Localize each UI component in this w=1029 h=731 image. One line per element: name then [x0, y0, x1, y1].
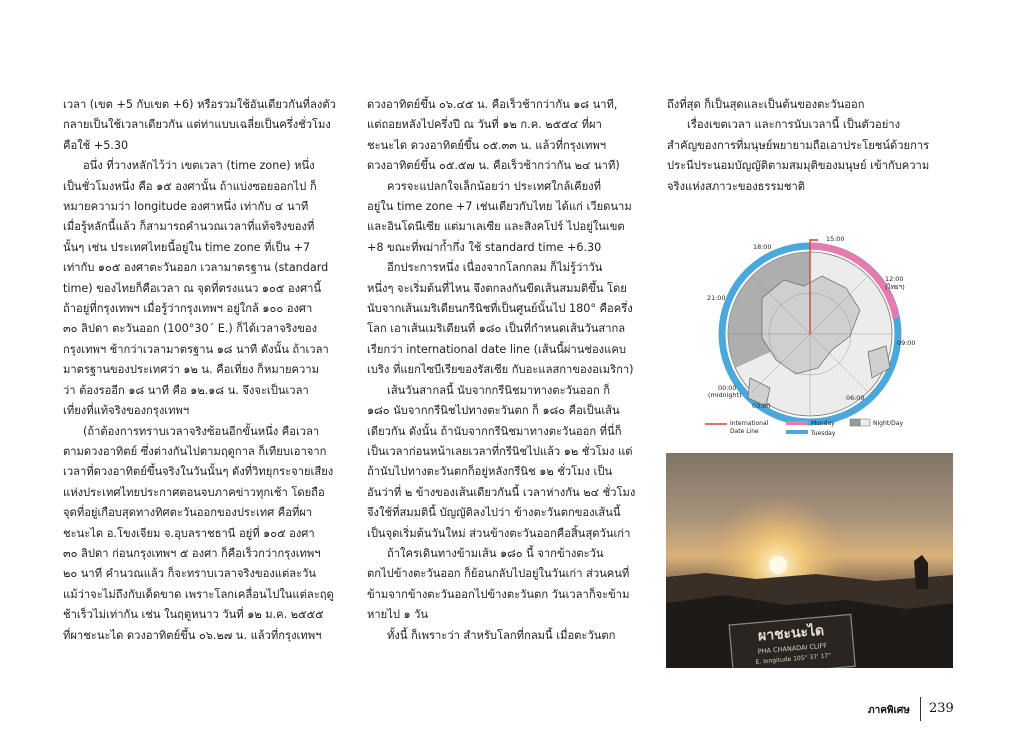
- text-column-2: [367, 95, 654, 646]
- text-line: เวลา (เขต +5 กับเขต +6) หรือรวมใช้อันเดียวกันที่ลงตัว: [63, 98, 336, 111]
- time-label: (ไทยฯ): [885, 283, 905, 291]
- text-line: ข้ามจากข้างตะวันออกไปข้างตะวันตก วันเวลาก็จะข้าม: [367, 587, 630, 601]
- paragraph: [63, 422, 348, 646]
- text-line: เส้นวันสากลนี้ นับจากกรีนิชมาทางตะวันออก ก็: [387, 383, 611, 397]
- paragraph: [667, 95, 954, 115]
- text-line: อยู่ใน time zone +7 เช่นเดียวกับไทย ได้แก่ เวียดนาม: [367, 200, 632, 214]
- text-line: ถึงที่สุด ก็เป็นสุดและเป็นต้นของตะวันออก: [667, 98, 865, 111]
- text-line: คือใช้ +5.30: [63, 138, 129, 152]
- footer-divider: [920, 697, 921, 721]
- time-label: 15:00: [826, 235, 845, 243]
- text-line: แต่ถอยหลังไปครึ่งปี ณ วันที่ ๑๒ ก.ค. ๒๕๕๔ ที่ผา: [367, 118, 602, 132]
- paragraph: [367, 258, 654, 380]
- legend-swatch-night: [850, 419, 860, 426]
- sun-icon: [769, 556, 787, 574]
- text-line: เป็นชั่วโมงหนึ่ง คือ ๑๕ องศานั้น ถ้าแบ่งซอยออกไป ก็: [63, 179, 317, 193]
- polar-map-graphic: [722, 240, 898, 422]
- text-line: แม้ว่าจะไม่ถึงกับเด็ดขาด เพราะโลกเคลื่อนไปในแต่ละฤดู: [63, 587, 334, 601]
- text-line: ตกไปข้างตะวันออก ก็ย้อนกลับไปอยู่ในวันเก่า ส่วนคนที่: [367, 567, 630, 581]
- legend-swatch-monday: [786, 421, 808, 425]
- text-line: อีกประการหนึ่ง เนื่องจากโลกกลม ก็ไม่รู้ว่าวัน: [387, 261, 603, 275]
- sunrise-photo: [666, 453, 953, 668]
- text-line: ที่ผาชะนะได ดวงอาทิตย์ขึ้น ๐๖.๒๗ น. แล้วที่กรุงเทพฯ: [63, 628, 322, 642]
- map-legend: [705, 419, 903, 437]
- legend-date-line-label: Date Line: [730, 428, 759, 435]
- text-line: สำคัญของการที่มนุษย์พยายามถือเอาประโยชน์ด้วยการ: [667, 138, 930, 152]
- text-line: (ถ้าต้องการทราบเวลาจริงซ้อนอีกขั้นหนึ่ง คือเวลา: [83, 424, 320, 438]
- text-line: นับจากเส้นเมริเดียนกรีนิชที่เป็นศูนย์นั้นไป 180° คือครึ่ง: [367, 302, 633, 316]
- text-line: +8 ขณะที่พม่าก้ำกึ่ง ใช้ standard time +6.30: [367, 240, 602, 254]
- text-line: ชะนะได ดวงอาทิตย์ขึ้น ๐๕.๓๓ น. แล้วที่กรุงเทพฯ: [367, 138, 607, 152]
- text-line: ว่า ต้องรออีก ๑๘ นาที คือ ๑๒.๑๘ น. จึงจะเป็นเวลา: [63, 383, 309, 397]
- legend-swatch-tuesday: [786, 430, 808, 434]
- text-line: กลายเป็นใช้เวลาเดียวกัน แต่ท่าแบบเฉลี่ยเป็นครึ่งชั่วโมง: [63, 118, 331, 132]
- text-line: ถ้านับไปทางตะวันตกก็อยู่หลังกรีนิช ๑๒ ชั่วโมง เป็น: [367, 465, 613, 479]
- footer-section-label: ภาคพิเศษ: [868, 705, 910, 716]
- text-line: โลก เอาเส้นเมริเดียนที่ ๑๘๐ เป็นที่กำหนดเส้นวันสากล: [367, 322, 626, 336]
- sign-line: PHA CHANADAI CLIFF: [757, 641, 828, 656]
- time-label: (midnight): [708, 391, 742, 399]
- text-line: ควรจะแปลกใจเล็กน้อยว่า ประเทศใกล้เคียงที่: [387, 179, 602, 193]
- text-line: ช้าเร็วไม่เท่ากัน เช่น ในฤดูหนาว วันที่ ๑๒ ม.ค. ๒๕๕๕: [63, 608, 324, 622]
- text-line: ๓๐ ลิปดา ก่อนกรุงเทพฯ ๕ องศา ก็คือเร็วกว่ากรุงเทพฯ: [63, 546, 321, 560]
- text-line: ทั้งนี้ ก็เพราะว่า สำหรับโลกที่กลมนี้ เมื่อตะวันตก: [387, 628, 616, 642]
- person-silhouette: [914, 555, 928, 589]
- sign-title: ผาชะนะได: [757, 622, 825, 645]
- text-line: จุดที่อยู่เกือบสุดทางทิศตะวันออกของประเทศ คือที่ผา: [63, 506, 313, 520]
- paragraph: [63, 95, 348, 156]
- text-line: แห่งประเทศไทยประกาศตอนจบภาคข่าวทุกเช้า โดยถือ: [63, 485, 325, 499]
- text-line: และอินโดนีเซีย แต่มาเลเซีย และสิงคโปร์ ไปอยู่ในเขต: [367, 220, 625, 234]
- legend-date-line-label: International: [730, 420, 769, 427]
- text-line: หมายความว่า longitude องศาหนึ่ง เท่ากับ ๔ นาที: [63, 200, 309, 214]
- world-time-zone-polar-map: [700, 228, 935, 446]
- text-line: นั้นๆ เช่น ประเทศไทยนี้อยู่ใน time zone ที่เป็น +7: [63, 240, 311, 254]
- text-line: ชะนะได อ.โขงเจียม จ.อุบลราชธานี อยู่ที่ ๑๐๕ องศา: [63, 526, 315, 540]
- text-line: จริงแห่งสภาวะของธรรมชาติ: [667, 179, 806, 193]
- paragraph: [667, 115, 954, 197]
- time-label: 03:00: [752, 402, 771, 410]
- legend-monday-label: Monday: [811, 420, 835, 427]
- time-label: 12:00: [885, 275, 904, 283]
- text-column-1: [63, 95, 348, 646]
- text-line: เมื่อรู้หลักนี้แล้ว ก็สามารถคำนวณเวลาที่แท้จริงของที่: [63, 220, 315, 234]
- text-line: เที่ยงที่แท้จริงของกรุงเทพฯ: [63, 404, 190, 418]
- text-line: กรุงเทพฯ ช้ากว่าเวลามาตรฐาน ๑๘ นาที ดังนั้น ถ้าเวลา: [63, 342, 329, 356]
- text-line: จึงใช้ที่สมมตินี้ บัญญัติลงไปว่า ข้างตะวันตกของเส้นนี้: [367, 506, 621, 520]
- text-line: ๒๐ นาที คำนวณแล้ว ก็จะทราบเวลาจริงของแต่ละวัน: [63, 567, 317, 581]
- sign-line: E. longitude 105° 37' 17": [755, 652, 832, 666]
- text-line: ถ้าอยู่ที่กรุงเทพฯ เมื่อรู้ว่ากรุงเทพฯ อยู่ใกล้ ๑๐๐ องศา: [63, 302, 313, 316]
- text-line: เป็นเวลาก่อนหน้าเลยเวลาที่กรีนิชไปแล้ว ๑๒ ชั่วโมง แต่: [367, 444, 633, 458]
- text-line: ถ้าใครเดินทางข้ามเส้น ๑๘๐ นี้ จากข้างตะวัน: [387, 546, 604, 560]
- text-line: อนึ่ง ที่วางหลักไว้ว่า เขตเวลา (time zone) หนึ่ง: [83, 159, 315, 173]
- text-line: เรียกว่า international date line (เส้นนี้ผ่านช่องแคบ: [367, 342, 626, 356]
- text-line: เป็นจุดเริ่มต้นวันใหม่ ส่วนข้างตะวันออกคือสิ้นสุดวันเก่า: [367, 526, 631, 540]
- text-line: อันว่าที่ ๒ ข้างของเส้นเดียวกันนี้ เวลาห่างกัน ๒๔ ชั่วโมง: [367, 485, 636, 499]
- text-line: ประนีประนอมบัญญัติตามสมมุติของมนุษย์ เข้ากับความ: [667, 159, 930, 173]
- time-label: 21:00: [707, 294, 726, 302]
- page-number: 239: [929, 701, 954, 716]
- paragraph: [367, 177, 654, 259]
- text-line: หนึ่งๆ จะเริ่มต้นที่ไหน จึงตกลงกันขีดเส้นสมมติขึ้น โดย: [367, 281, 627, 295]
- legend-nightday-label: Night/Day: [873, 420, 903, 427]
- text-line: เดียวกัน ดังนั้น ถ้านับจากกรีนิชมาทางตะวันออก ที่นี่ก็: [367, 424, 622, 438]
- paragraph: [63, 156, 348, 421]
- sunrise-scene: [666, 453, 953, 668]
- text-line: เบริง ที่แยกไซบีเรียของรัสเซีย กับอะแลสกาของอเมริกา): [367, 363, 634, 377]
- text-line: ดวงอาทิตย์ขึ้น ๐๖.๔๕ น. คือเร็วช้ากว่ากัน ๑๘ นาที,: [367, 98, 618, 111]
- text-line: ๑๘๐ นับจากกรีนิชไปทางตะวันตก ก็ ๑๘๐ คือเป็นเส้น: [367, 404, 620, 418]
- time-label: 00:00: [718, 384, 737, 392]
- text-line: ๓๐ ลิปดา ตะวันออก (100°30´ E.) ก็ได้เวลาจริงของ: [63, 322, 318, 336]
- legend-tuesday-label: Tuesday: [811, 430, 836, 437]
- legend-swatch-day: [860, 419, 870, 426]
- time-label: 18:00: [753, 243, 772, 251]
- text-line: ตามดวงอาทิตย์ ซึ่งต่างกันไปตามฤดูกาล ก็เทียบเอาจาก: [63, 444, 327, 458]
- paragraph: [367, 544, 654, 626]
- text-line: หายไป ๑ วัน: [367, 608, 429, 622]
- time-label: 06:00: [846, 394, 865, 402]
- paragraph: [367, 95, 654, 177]
- text-line: เวลาที่ดวงอาทิตย์ขึ้นจริงในวันนั้นๆ ดังที่วิทยุกระจายเสียง: [63, 465, 334, 479]
- text-line: เท่ากับ ๑๐๕ องศาตะวันออก เวลามาตรฐาน (standard: [63, 261, 329, 275]
- time-label: 09:00: [897, 339, 916, 347]
- text-line: เรื่องเขตเวลา และการนับเวลานี้ เป็นตัวอย่าง: [687, 118, 901, 132]
- text-line: ดวงอาทิตย์ขึ้น ๐๕.๕๗ น. คือเร็วช้ากว่ากัน ๒๔ นาที): [367, 159, 620, 173]
- text-column-3: [667, 95, 954, 197]
- paragraph: [367, 626, 654, 646]
- text-line: มาตรฐานของประเทศว่า ๑๒ น. คือเที่ยง ก็หมายความ: [63, 363, 319, 377]
- paragraph: [367, 381, 654, 544]
- text-line: time) ของไทยก็คือเวลา ณ จุดที่ตรงแนว ๑๐๕ องศานี้: [63, 281, 322, 295]
